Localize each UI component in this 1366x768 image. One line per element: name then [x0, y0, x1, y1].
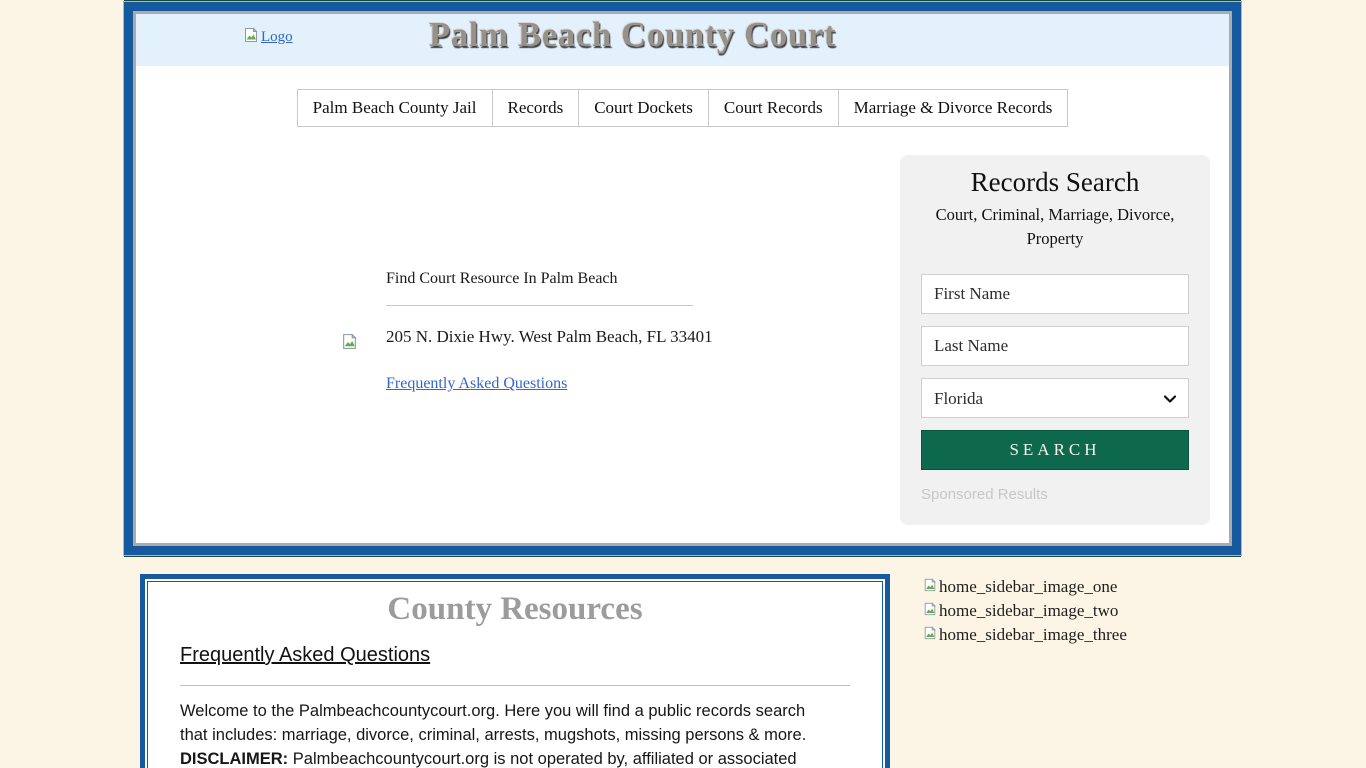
main-frame: [124, 2, 1241, 555]
sponsored-results-label: Sponsored Results: [921, 486, 1048, 503]
broken-image-icon: [341, 333, 358, 355]
broken-image-icon: [923, 625, 937, 645]
last-name-input[interactable]: [921, 326, 1189, 366]
records-search-panel: [900, 155, 1210, 525]
faq-link-top[interactable]: Frequently Asked Questions: [386, 375, 568, 392]
search-button[interactable]: SEARCH: [921, 430, 1189, 470]
broken-image-icon: [923, 601, 937, 621]
home-sidebar-images: [923, 575, 1127, 647]
records-search-subtitle: Court, Criminal, Marriage, Divorce, Property: [935, 205, 1175, 248]
main-nav: [133, 89, 1232, 127]
sidebar-image-alt: home_sidebar_image_two: [939, 601, 1119, 620]
sidebar-image-alt: home_sidebar_image_one: [939, 577, 1118, 596]
county-resources-inner: [147, 581, 883, 768]
broken-image-icon: [923, 577, 937, 597]
sidebar-image-three: [923, 623, 1127, 647]
sidebar-image-two: [923, 599, 1127, 623]
nav-item-records[interactable]: Records: [492, 89, 580, 127]
nav-item-court-dockets[interactable]: Court Dockets: [578, 89, 709, 127]
welcome-paragraph: [180, 699, 830, 768]
site-header: [136, 14, 1229, 66]
nav-item-marriage-divorce[interactable]: Marriage & Divorce Records: [838, 89, 1069, 127]
welcome-text: Welcome to the Palmbeachcountycourt.org. Here you will find a public records search that includes: marriage, divorce, criminal, arrests, mugshots, missing persons & more.: [180, 702, 807, 744]
county-resources-title: County Resources: [387, 591, 643, 627]
sidebar-image-alt: home_sidebar_image_three: [939, 625, 1127, 644]
county-resources-frame: [140, 574, 890, 768]
page-title: Palm Beach County Court: [428, 15, 837, 54]
faq-link-bottom[interactable]: Frequently Asked Questions: [180, 644, 431, 666]
first-name-input[interactable]: [921, 274, 1189, 314]
divider: [386, 305, 693, 306]
divider: [180, 685, 850, 686]
find-court-heading: Find Court Resource In Palm Beach: [386, 270, 618, 287]
records-search-title: Records Search: [970, 167, 1140, 197]
logo-alt-text: Logo: [261, 29, 293, 45]
disclaimer-label: DISCLAIMER:: [180, 750, 289, 768]
state-select[interactable]: [921, 378, 1189, 418]
nav-item-county-jail[interactable]: Palm Beach County Jail: [297, 89, 493, 127]
disclaimer-text: Palmbeachcountycourt.org is not operated by, affiliated or associated: [288, 750, 797, 768]
nav-item-court-records[interactable]: Court Records: [708, 89, 839, 127]
court-address: 205 N. Dixie Hwy. West Palm Beach, FL 33401: [386, 327, 713, 346]
sidebar-image-one: [923, 575, 1127, 599]
